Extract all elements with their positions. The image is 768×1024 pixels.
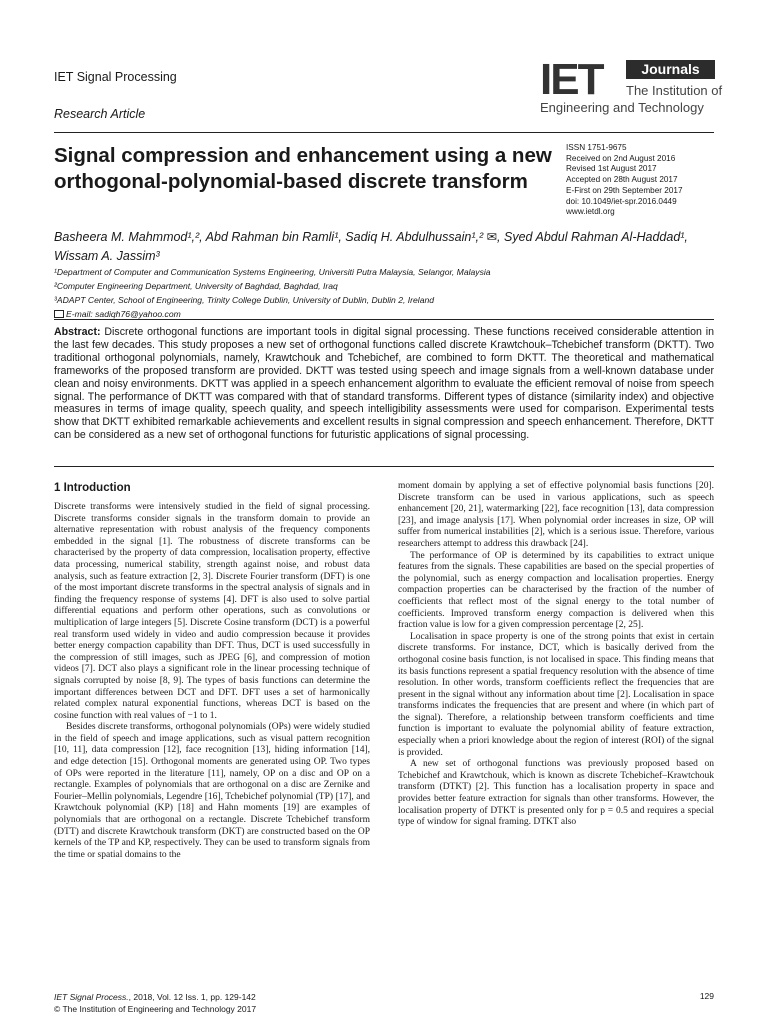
meta-received: Received on 2nd August 2016: [566, 153, 676, 163]
paragraph: moment domain by applying a set of effective polynomial basis functions [20]. Discrete transform can be used in various applications, such as speech enhancement [20, 21], watermarking [22], face recognition [13], data compression [23], and image analysis [17]. When polynomial order increases in size, OP will suffer from numerical instabilities [2], which is a serious issue. Therefore, various researchers attempt to address this drawback [24].: [398, 481, 714, 549]
article-meta: [566, 143, 726, 218]
footer-journal: IET Signal Process.: [54, 992, 129, 1002]
article-title: Signal compression and enhancement using a new orthogonal-polynomial-based discrete transform: [54, 144, 552, 193]
affiliation-3: ³ADAPT Center, School of Engineering, Trinity College Dublin, University of Dublin, Dublin 2, Ireland: [54, 295, 435, 305]
meta-efirst: E-First on 29th September 2017: [566, 185, 683, 195]
meta-accepted: Accepted on 28th August 2017: [566, 175, 678, 185]
footer-copyright: © The Institution of Engineering and Technology 2017: [54, 1004, 257, 1014]
paragraph: Besides discrete transforms, orthogonal polynomials (OPs) were widely studied in the field of speech and image applications, such as visual pattern recognition [10, 11], data compression [12], face recognition [13], hiding information [14], and edge detection [15]. Orthogonal moments are generated using OP. Two types of OPs were reported in the literature [11], namely, OP on a disc and OP on a rectangle. Examples of polynomials that are orthogonal on a disc are Zernike and Fourier–Mellin polynomials, Legendre [16], Tchebichef polynomial (TP) [17], and Krawtchouk polynomial (KP) [18] and Hahn moments [19] are examples of polynomials that are orthogonal on a rectangle. Discrete Tchebichef transform (DTT) and discrete Krawtchouk transform (DKT) are constructed based on the OP kernels of the TP and KP, respectively. They can be used to transform signals from the time or spatial domains to the: [54, 722, 370, 860]
iet-logo-mark: IET: [540, 55, 603, 104]
footer-volume: , 2018, Vol. 12 Iss. 1, pp. 129-142: [128, 992, 256, 1002]
article-type: Research Article: [54, 107, 146, 121]
abstract: [54, 326, 714, 442]
meta-issn: ISSN 1751-9675: [566, 143, 627, 152]
abstract-label: Abstract:: [54, 326, 101, 338]
meta-doi[interactable]: doi: 10.1049/iet-spr.2016.0449: [566, 196, 677, 206]
section-heading: 1 Introduction: [54, 482, 131, 494]
envelope-icon: [54, 310, 64, 318]
meta-revised: Revised 1st August 2017: [566, 164, 657, 174]
institution-line-1: The Institution of: [626, 83, 723, 98]
paragraph: Discrete transforms were intensively studied in the field of signal processing. Discrete transforms consider signals in the transform domain to provide an alternative representation with robust analysis of the frequency components embedded in the signal [1]. The robustness of discrete transforms can be characterised by the property of data compression, localisation property, effective data processing, numerical stability, strength against noise, and robust data analysis, such as feature extraction [2, 3]. Discrete Fourier transform (DFT) is one of the most important discrete transforms in the spectral analysis of signals and in finding the frequency response of systems [4]. DFT is also used to solve partial differential equations and perform other operations, such as convolutions or multiplication of large integers [5]. Discrete Cosine transform (DCT) is a powerful real transform used widely in video and audio compression because it provides better energy compaction capability than DFT. Thus, DCT is used successfully in the compression of still images, such as JPEG [6], and compression of motion videos [7]. DCT also plays a significant role in the linear processing technique of signals corrupted by noise [8, 9]. The types of basis functions can determine the important differences between DCT and DFT. DFT uses a set of harmonically related complex natural exponential functions, whereas DCT is based on the cosine function with real values of −1 to 1.: [54, 502, 370, 721]
journal-name: IET Signal Processing: [54, 70, 177, 84]
affiliation-1: ¹Department of Computer and Communication Systems Engineering, Universiti Putra Malaysia, Selangor, Malaysia: [54, 267, 491, 277]
body-column-right: [398, 481, 714, 829]
abstract-top-divider: [54, 319, 714, 320]
body-column-left: [54, 502, 370, 861]
paragraph: The performance of OP is determined by its capabilities to extract unique features from the signals. These capabilities are based on the special properties of the polynomial, such as energy compaction and localisation properties. Energy compaction properties can be characterised by the fraction of the number of coefficients that reflect most of the signal energy to the total number of coefficients. Improved transform energy compaction is delivered when this fraction value is low for a given compression percentage [2, 25].: [398, 550, 714, 631]
footer-citation: [54, 991, 256, 1015]
abstract-bottom-divider: [54, 466, 714, 467]
journals-badge: Journals: [626, 60, 715, 79]
affiliation-2: ²Computer Engineering Department, University of Baghdad, Baghdad, Iraq: [54, 281, 338, 291]
email-text[interactable]: E-mail: sadiqh76@yahoo.com: [66, 309, 181, 319]
abstract-text: Discrete orthogonal functions are important tools in digital signal processing. These functions received considerable attention in the last few decades. This study proposes a new set of orthogonal functions called discrete Krawtchouk–Tchebichef transform (DKTT). Two traditional orthogonal polynomials, namely, Krawtchouk and Tchebichef, are combined to form DKTT. The theoretical and mathematical frameworks of the proposed transform are provided. DKTT was tested using speech and image signals from a well-known database under clean and noisy environments. DKTT was applied in a speech enhancement algorithm to evaluate the efficient removal of noise from speech signal. The performance of DKTT was compared with that of standard transforms. Different types of distance (similarity index) and objective measures in terms of image quality, speech quality, and speech intelligibility assessments were used for comparison. Experimental tests show that DKTT exhibited remarkable achievements and excellent results in signal compression and speech enhancement. Therefore, DKTT can be considered as a new set of orthogonal functions for futuristic applications of signal processing.: [54, 326, 714, 442]
meta-website[interactable]: www.ietdl.org: [566, 207, 615, 217]
paragraph: A new set of orthogonal functions was previously proposed based on Tchebichef and Krawtchouk, which is known as discrete Tchebichef–Krawtchouk transform (DTKT) [2]. This function has a localisation property in space and provides better feature extraction for signals than other transforms. However, the localisation property of DTKT is presented only for p = 0.5 and requires a special type of window for signal framing. DTKT also: [398, 759, 714, 828]
paragraph: Localisation in space property is one of the strong points that exist in certain discrete transforms. For instance, DCT, which is basically derived from the orthogonal cosine basis function, is not localised in space. This finding means that its basis functions represent a spatial frequency resolution with the absence of time resolution. In other words, transform coefficients reflect the frequencies that are present in the signal without any information about time [2]. Localisation in space transforms indicates the frequencies that are present and where (in which part of the signal). Therefore, a relationship between transform coefficients and time function is important to evaluate the polynomial ability of feature extraction, especially when a priori knowledge about the region of interest (ROI) of the signal is provided.: [398, 631, 714, 758]
affiliations: [54, 265, 714, 321]
institution-line-2: Engineering and Technology: [540, 100, 704, 115]
header-divider: [54, 132, 714, 133]
author-list: Basheera M. Mahmmod¹,², Abd Rahman bin Ramli¹, Sadiq H. Abdulhussain¹,² ✉, Syed Abdul Rahman Al-Haddad¹, Wissam A. Jassim³: [54, 230, 688, 263]
iet-logo: [540, 55, 723, 120]
page-number: 129: [699, 991, 714, 1001]
